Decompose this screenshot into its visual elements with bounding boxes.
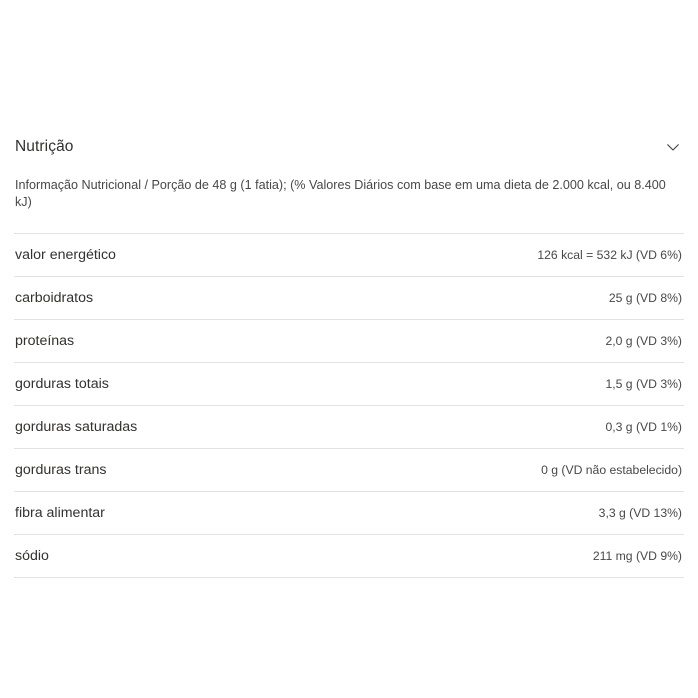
table-row xyxy=(14,319,684,362)
nutrition-table xyxy=(14,233,684,578)
nutrient-value: 126 kcal = 532 kJ (VD 6%) xyxy=(537,248,682,262)
nutrient-value: 25 g (VD 8%) xyxy=(608,291,682,305)
nutrient-value: 2,0 g (VD 3%) xyxy=(605,334,682,348)
nutrition-section-header[interactable] xyxy=(14,137,684,157)
table-row xyxy=(14,233,684,276)
nutrient-value: 211 mg (VD 9%) xyxy=(592,549,682,563)
nutrient-label: carboidratos xyxy=(15,290,94,306)
table-row xyxy=(14,534,684,578)
nutrient-value: 0,3 g (VD 1%) xyxy=(605,420,682,434)
nutrient-value: 1,5 g (VD 3%) xyxy=(605,377,682,391)
nutrient-label: sódio xyxy=(15,548,49,564)
chevron-down-icon[interactable] xyxy=(664,138,682,156)
nutrient-label: proteínas xyxy=(15,333,75,349)
nutrient-value: 0 g (VD não estabelecido) xyxy=(541,463,682,477)
table-row xyxy=(14,448,684,491)
nutrient-value: 3,3 g (VD 13%) xyxy=(598,506,682,520)
nutrient-label: gorduras totais xyxy=(15,376,109,392)
table-row xyxy=(14,276,684,319)
table-row xyxy=(14,405,684,448)
nutrition-description: Informação Nutricional / Porção de 48 g (1 fatia); (% Valores Diários com base em uma dieta de 2.000 kcal, ou 8.400 kJ) xyxy=(15,178,666,209)
nutrient-label: gorduras saturadas xyxy=(15,419,138,435)
nutrient-label: fibra alimentar xyxy=(15,505,105,521)
nutrient-label: gorduras trans xyxy=(15,462,107,478)
nutrient-label: valor energético xyxy=(15,247,116,263)
table-row xyxy=(14,362,684,405)
page-title: Nutrição xyxy=(15,138,74,155)
table-row xyxy=(14,491,684,534)
